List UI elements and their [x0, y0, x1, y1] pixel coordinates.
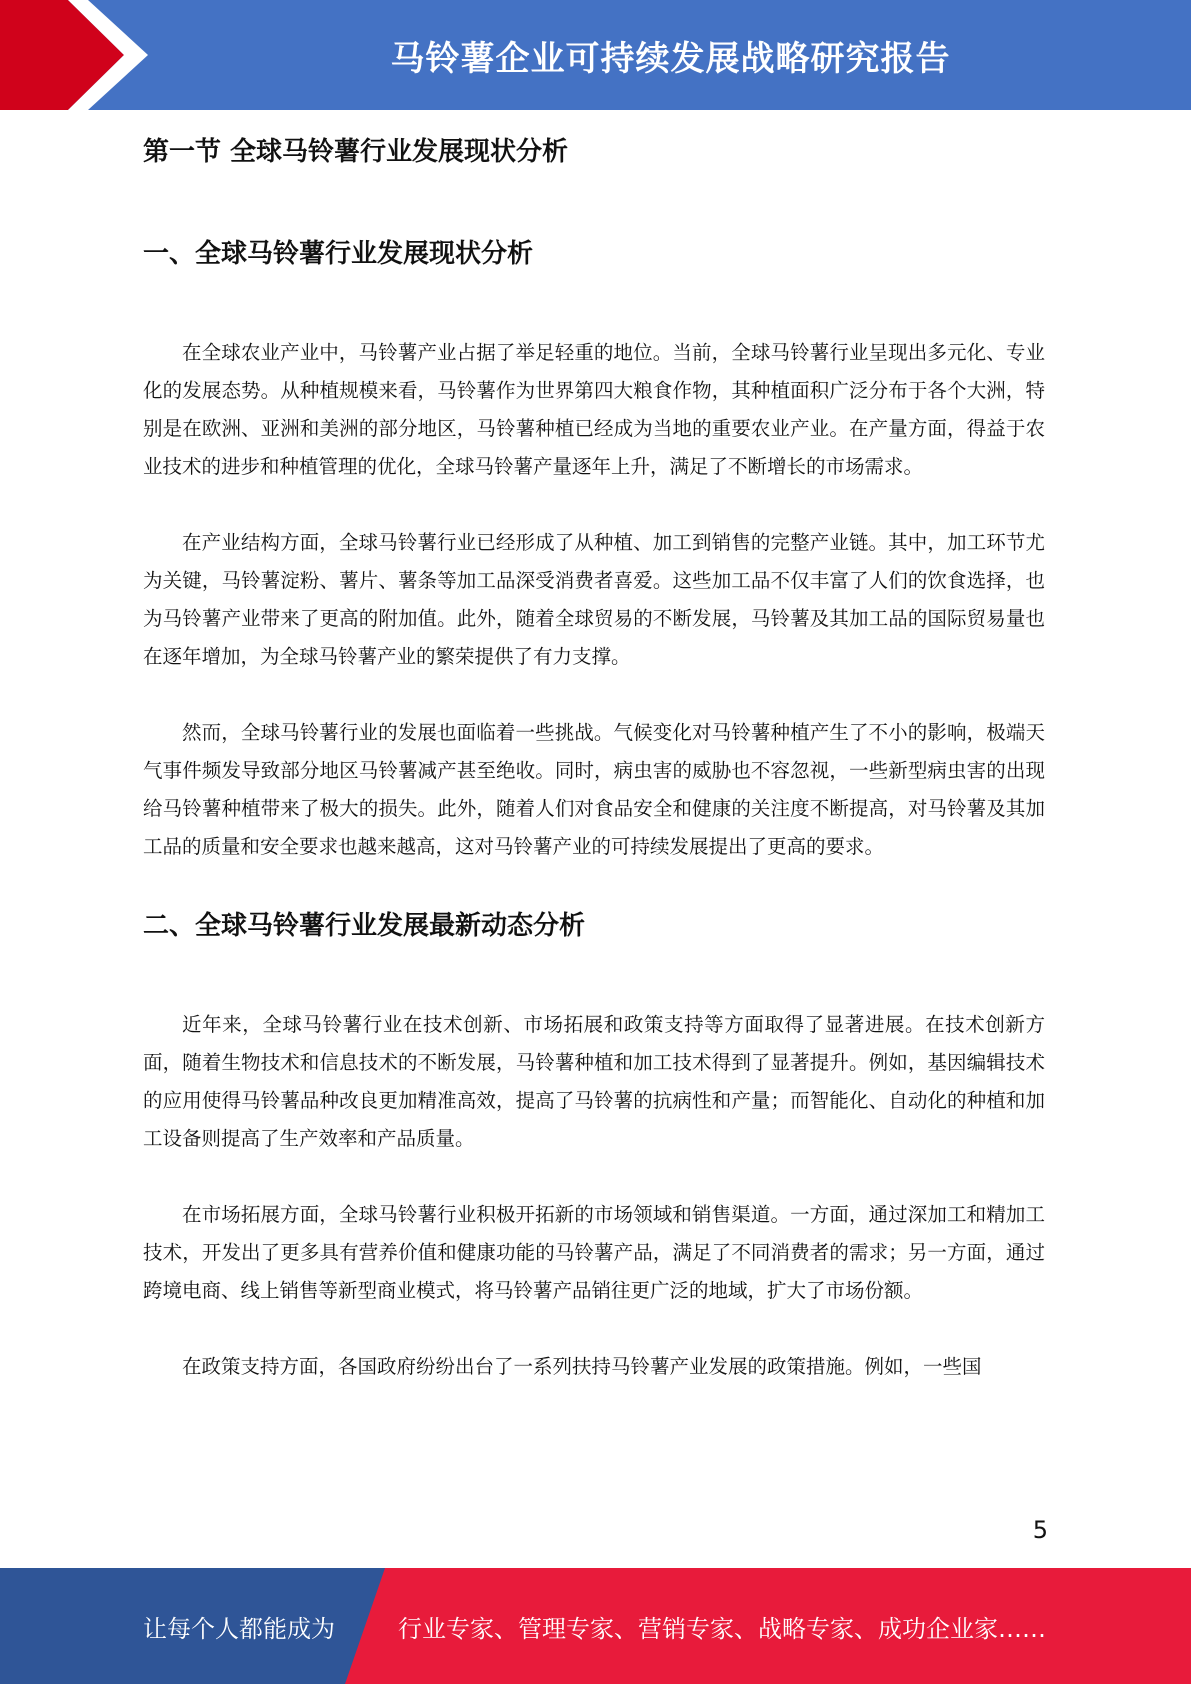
report-title: 马铃薯企业可持续发展战略研究报告 — [390, 38, 951, 79]
section-title: 第一节 全球马铃薯行业发展现状分析 — [143, 137, 569, 167]
header-arrow-decoration — [0, 0, 160, 110]
page-content — [143, 110, 1045, 1386]
subsection-heading-1: 一、全球马铃薯行业发展现状分析 — [143, 239, 534, 269]
page-footer — [0, 1568, 1191, 1684]
page-number: 5 — [1032, 1516, 1048, 1544]
paragraph: 在产业结构方面，全球马铃薯行业已经形成了从种植、加工到销售的完整产业链。其中，加工环节尤为关键，马铃薯淀粉、薯片、薯条等加工品深受消费者喜爱。这些加工品不仅丰富了人们的饮食选择，也为马铃薯产业带来了更高的附加值。此外，随着全球贸易的不断发展，马铃薯及其加工品的国际贸易量也在逐年增加，为全球马铃薯产业的繁荣提供了有力支撑。 — [143, 531, 1045, 668]
page-header — [0, 0, 1191, 110]
footer-slogan-right: 行业专家、管理专家、营销专家、战略专家、成功企业家…… — [398, 1614, 1046, 1643]
paragraph: 然而，全球马铃薯行业的发展也面临着一些挑战。气候变化对马铃薯种植产生了不小的影响，极端天气事件频发导致部分地区马铃薯减产甚至绝收。同时，病虫害的威胁也不容忽视，一些新型病虫害的出现给马铃薯种植带来了极大的损失。此外，随着人们对食品安全和健康的关注度不断提高，对马铃薯及其加工品的质量和安全要求也越来越高，这对马铃薯产业的可持续发展提出了更高的要求。 — [143, 721, 1045, 858]
paragraph: 近年来，全球马铃薯行业在技术创新、市场拓展和政策支持等方面取得了显著进展。在技术创新方面，随着生物技术和信息技术的不断发展，马铃薯种植和加工技术得到了显著提升。例如，基因编辑技术的应用使得马铃薯品种改良更加精准高效，提高了马铃薯的抗病性和产量；而智能化、自动化的种植和加工设备则提高了生产效率和产品质量。 — [143, 1013, 1045, 1150]
paragraph: 在市场拓展方面，全球马铃薯行业积极开拓新的市场领域和销售渠道。一方面，通过深加工和精加工技术，开发出了更多具有营养价值和健康功能的马铃薯产品，满足了不同消费者的需求；另一方面，通过跨境电商、线上销售等新型商业模式，将马铃薯产品销往更广泛的地域，扩大了市场份额。 — [143, 1203, 1045, 1302]
paragraph: 在政策支持方面，各国政府纷纷出台了一系列扶持马铃薯产业发展的政策措施。例如，一些国 — [182, 1355, 982, 1378]
paragraph: 在全球农业产业中，马铃薯产业占据了举足轻重的地位。当前，全球马铃薯行业呈现出多元化、专业化的发展态势。从种植规模来看，马铃薯作为世界第四大粮食作物，其种植面积广泛分布于各个大洲，特别是在欧洲、亚洲和美洲的部分地区，马铃薯种植已经成为当地的重要农业产业。在产量方面，得益于农业技术的进步和种植管理的优化，全球马铃薯产量逐年上升，满足了不断增长的市场需求。 — [143, 341, 1045, 478]
subsection-heading-2: 二、全球马铃薯行业发展最新动态分析 — [143, 911, 586, 941]
footer-slogan-left: 让每个人都能成为 — [143, 1614, 335, 1643]
